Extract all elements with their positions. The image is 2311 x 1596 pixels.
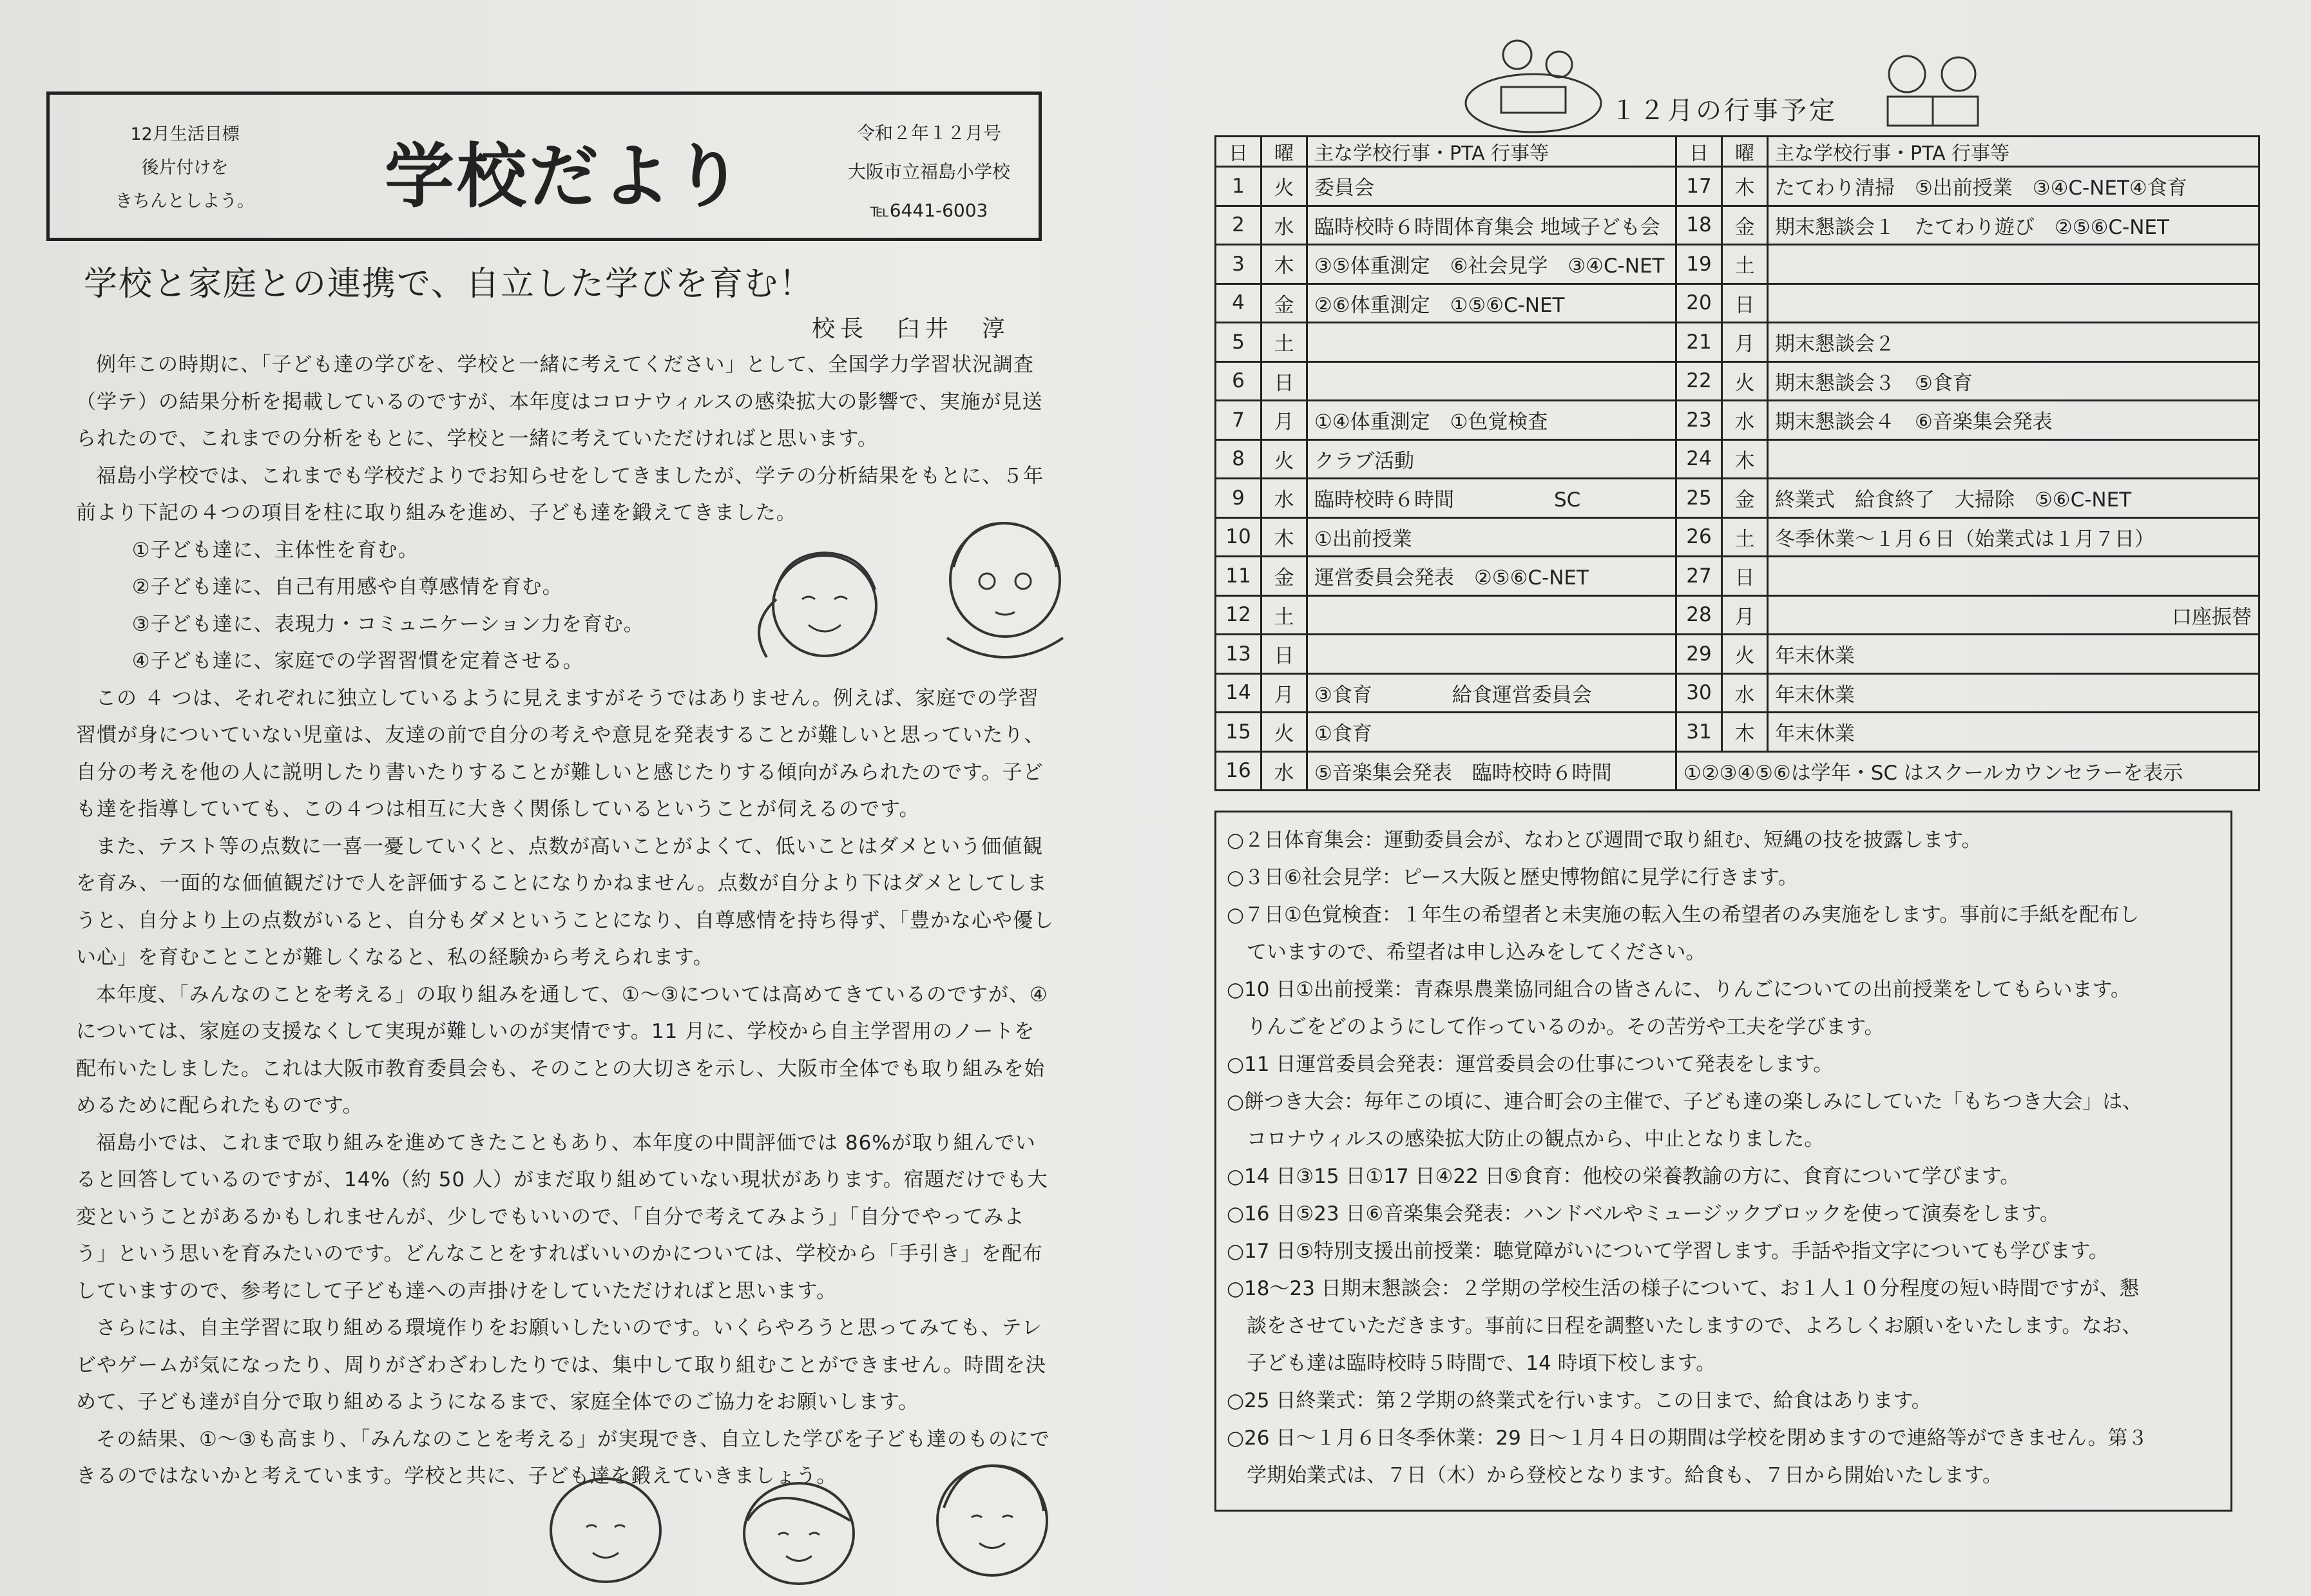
day-cell: 19 (1676, 245, 1722, 284)
day-cell: 2 (1216, 206, 1261, 245)
day-cell: 11 (1216, 557, 1261, 596)
table-row (1216, 439, 2259, 479)
weekday-cell: 月 (1261, 673, 1307, 713)
weekday-cell: 土 (1261, 323, 1307, 362)
schedule-legend: ①②③④⑤⑥は学年・SC はスクールカウンセラーを表示 (1676, 751, 2259, 791)
column-header: 曜 (1261, 137, 1307, 167)
column-header: 主な学校行事・PTA 行事等 (1768, 137, 2259, 167)
event-cell (1307, 595, 1676, 635)
weekday-cell: 土 (1261, 595, 1307, 635)
table-row (1216, 635, 2259, 674)
table-row (1216, 595, 2259, 635)
note-line: ○17 日⑤特別支援出前授業：聴覚障がいについて学習します。手話や指文字についても学びます。 (1227, 1240, 2109, 1263)
event-cell (1768, 245, 2259, 284)
event-cell: ⑤音楽集会発表 臨時校時６時間 (1307, 751, 1676, 791)
masthead (46, 91, 1042, 241)
child-face-illustration (928, 1456, 1057, 1585)
paragraph: その結果、①～③も高まり、「みんなのことを考える」が実現でき、自立した学びを子ども達のものにできるのではないかと考えています。学校と共に、子ども達を鍛えていきましょう。 (76, 1427, 1050, 1488)
day-cell: 15 (1216, 713, 1261, 752)
note-line: ○11 日運営委員会発表：運営委員会の仕事について発表をします。 (1227, 1053, 1834, 1076)
event-cell: クラブ活動 (1307, 439, 1676, 479)
list-item: ②子ども達に、自己有用感や自尊感情を育む。 (131, 575, 563, 599)
note-line: コロナウィルスの感染拡大防止の観点から、中止となりました。 (1227, 1128, 1825, 1151)
schedule-title: １２月の行事予定 (1611, 96, 1837, 126)
weekday-cell: 水 (1722, 401, 1768, 440)
note-line: ○18～23 日期末懇談会：２学期の学校生活の様子について、お１人１０分程度の短い時間ですが、懇 (1227, 1277, 2140, 1300)
weekday-cell: 木 (1722, 439, 1768, 479)
paragraph: また、テスト等の点数に一喜一憂していくと、点数が高いことがよくて、低いことはダメという価値観を育み、一面的な価値観だけで人を評価することになりかねません。点数が自分より下はダメとしてしまうと、自分より上の点数がいると、自分もダメということになり、自尊感情を持ち得ず、「豊かな心や優しい心」を育むことことが難しくなると、私の経験から考えられます。 (76, 834, 1055, 969)
table-row (1216, 557, 2259, 596)
table-row (1216, 401, 2259, 440)
day-cell: 14 (1216, 673, 1261, 713)
event-cell: 期末懇談会１ たてわり遊び ②⑤⑥C-NET (1768, 206, 2259, 245)
event-cell: 年末休業 (1768, 713, 2259, 752)
table-row (1216, 361, 2259, 401)
note-line: 談をさせていただきます。事前に日程を調整いたしますので、よろしくお願いをいたします。なお、 (1227, 1314, 2142, 1338)
note-line: ○25 日終業式：第２学期の終業式を行います。この日まで、給食はあります。 (1227, 1389, 1932, 1412)
teacher-student-illustration (1462, 26, 1604, 135)
table-row (1216, 713, 2259, 752)
day-cell: 6 (1216, 361, 1261, 401)
day-cell: 20 (1676, 284, 1722, 323)
table-row (1216, 245, 2259, 284)
day-cell: 23 (1676, 401, 1722, 440)
weekday-cell: 火 (1722, 635, 1768, 674)
event-cell: 年末休業 (1768, 635, 2259, 674)
event-cell: 年末休業 (1768, 673, 2259, 713)
table-row (1216, 479, 2259, 518)
event-notes (1214, 811, 2232, 1512)
school-name: 大阪市立福島小学校 (847, 161, 1010, 182)
table-row (1216, 673, 2259, 713)
event-cell: 臨時校時６時間体育集会 地域子ども会 (1307, 206, 1676, 245)
table-row (1216, 517, 2259, 557)
weekday-cell: 火 (1261, 439, 1307, 479)
weekday-cell: 月 (1261, 401, 1307, 440)
event-cell: ③⑤体重測定 ⑥社会見学 ③④C-NET (1307, 245, 1676, 284)
weekday-cell: 日 (1722, 284, 1768, 323)
event-cell (1768, 284, 2259, 323)
weekday-cell: 金 (1261, 284, 1307, 323)
weekday-cell: 木 (1722, 167, 1768, 206)
girl-illustration (741, 528, 902, 677)
event-schedule-table (1214, 135, 2260, 791)
event-cell: 口座振替 (1768, 595, 2259, 635)
event-cell (1307, 361, 1676, 401)
goal-line: 後片付けを (141, 158, 229, 178)
note-line: ○14 日③15 日①17 日④22 日⑤食育：他校の栄養教諭の方に、食育について学びます。 (1227, 1165, 2020, 1188)
note-line: ○10 日①出前授業：青森県農業協同組合の皆さんに、りんごについての出前授業をしてもらいます。 (1227, 978, 2131, 1001)
event-cell (1768, 439, 2259, 479)
weekday-cell: 水 (1722, 673, 1768, 713)
day-cell: 12 (1216, 595, 1261, 635)
table-row (1216, 751, 2259, 791)
note-line: ○３日⑥社会見学：ピース大阪と歴史博物館に見学に行きます。 (1227, 866, 1798, 889)
article-headline: 学校と家庭との連携で、自立した学びを育む！ (84, 265, 814, 303)
table-header-row (1216, 137, 2259, 167)
day-cell: 9 (1216, 479, 1261, 518)
weekday-cell: 月 (1722, 323, 1768, 362)
weekday-cell: 水 (1261, 751, 1307, 791)
column-header: 日 (1216, 137, 1261, 167)
event-cell (1307, 323, 1676, 362)
day-cell: 5 (1216, 323, 1261, 362)
child-face-illustration (541, 1469, 670, 1591)
article-author: 校長 臼井 淳 (812, 316, 1011, 342)
weekday-cell: 水 (1261, 479, 1307, 518)
boy-illustration (928, 509, 1082, 677)
day-cell: 26 (1676, 517, 1722, 557)
table-row (1216, 284, 2259, 323)
paragraph: 福島小では、これまで取り組みを進めてきたこともあり、本年度の中間評価では 86%が取り組んでいると回答しているのですが、14%（約 50 人）がまだ取り組めていない現状があります。宿題だけでも大変ということがあるかもしれませんが、少しでもいいので、「自分で考えてみよう」「自分でやってみよう」という思いを育みたいのです。どんなことをすればいいのかについては、学校から「手引き」を配布していますので、参考にして子ども達への声掛けをしていただければと思います。 (76, 1131, 1048, 1303)
weekday-cell: 日 (1261, 635, 1307, 674)
event-cell: 期末懇談会２ (1768, 323, 2259, 362)
day-cell: 31 (1676, 713, 1722, 752)
day-cell: 21 (1676, 323, 1722, 362)
event-cell: ①食育 (1307, 713, 1676, 752)
day-cell: 22 (1676, 361, 1722, 401)
note-line: ○７日①色覚検査：１年生の希望者と未実施の転入生の希望者のみ実施をします。事前に手紙を配布し (1227, 903, 2140, 927)
event-cell: ③食育 給食運営委員会 (1307, 673, 1676, 713)
event-cell: 冬季休業～１月６日（始業式は１月７日） (1768, 517, 2259, 557)
table-row (1216, 323, 2259, 362)
note-line: ○26 日～１月６日冬季休業：29 日～１月４日の期間は学校を閉めますので連絡等ができません。第３ (1227, 1427, 2148, 1450)
day-cell: 27 (1676, 557, 1722, 596)
day-cell: 30 (1676, 673, 1722, 713)
publication-info (823, 114, 1035, 230)
note-line: りんごをどのようにして作っているのか。その苦労や工夫を学びます。 (1227, 1015, 1884, 1039)
weekday-cell: 木 (1261, 517, 1307, 557)
note-line: ○２日体育集会：運動委員会が、なわとび週間で取り組む、短縄の技を披露します。 (1227, 829, 1982, 852)
paragraph: 福島小学校では、これまでも学校だよりでお知らせをしてきましたが、学テの分析結果をもとに、５年前より下記の４つの項目を柱に取り組みを進め、子ども達を鍛えてきました。 (76, 464, 1044, 524)
column-header: 曜 (1722, 137, 1768, 167)
event-cell: ②⑥体重測定 ①⑤⑥C-NET (1307, 284, 1676, 323)
event-cell (1768, 557, 2259, 596)
paragraph: 例年この時期に、「子ども達の学びを、学校と一緒に考えてください」として、全国学力学習状況調査（学テ）の結果分析を掲載しているのですが、本年度はコロナウィルスの感染拡大の影響で、実施が見送られたので、これまでの分析をもとに、学校と一緒に考えていただければと思います。 (76, 353, 1043, 450)
paragraph: この ４ つは、それぞれに独立しているように見えますがそうではありません。例えば、家庭での学習習慣が身についていない児童は、友達の前で自分の考えや意見を発表することが難しいと思っていたり、自分の考えを他の人に説明したり書いたりすることが難しいと感じたりする傾向がみられたのです。子ども達を指導していても、この４つは相互に大きく関係しているということが伺えるのです。 (76, 686, 1045, 821)
paragraph: 本年度、「みんなのことを考える」の取り組みを通して、①～③については高めてきているのですが、④については、家庭の支援なくして実現が難しいのが実情です。11 月に、学校から自主学習用のノートを配布いたしました。これは大阪市教育委員会も、そのことの大切さを示し、大阪市全体でも取り組みを始めるために配られたものです。 (76, 983, 1048, 1117)
weekday-cell: 金 (1722, 206, 1768, 245)
list-item: ③子ども達に、表現力・コミュニケーション力を育む。 (131, 612, 644, 636)
goal-line: 12月生活目標 (130, 124, 240, 144)
paragraph: さらには、自主学習に取り組める環境作りをお願いしたいのです。いくらやろうと思ってみても、テレビやゲームが気になったり、周りがざわざわしたりでは、集中して取り組むことができません。時間を決めて、子ども達が自分で取り組めるようになるまで、家庭全体でのご協力をお願いします。 (76, 1316, 1046, 1414)
life-goal (88, 118, 282, 218)
weekday-cell: 土 (1722, 245, 1768, 284)
day-cell: 25 (1676, 479, 1722, 518)
weekday-cell: 水 (1261, 206, 1307, 245)
note-line: 学期始業式は、７日（木）から登校となります。給食も、７日から開始いたします。 (1227, 1464, 2003, 1487)
article-body (76, 347, 1055, 1495)
weekday-cell: 日 (1722, 557, 1768, 596)
child-face-illustration (734, 1476, 863, 1591)
weekday-cell: 金 (1722, 479, 1768, 518)
event-cell: ①④体重測定 ①色覚検査 (1307, 401, 1676, 440)
newsletter-title: 学校だより (385, 137, 746, 217)
table-row (1216, 206, 2259, 245)
reading-children-illustration (1868, 48, 1997, 132)
note-line: ○16 日⑤23 日⑥音楽集会発表：ハンドベルやミュージックブロックを使って演奏をします。 (1227, 1202, 2060, 1226)
day-cell: 7 (1216, 401, 1261, 440)
event-cell: 臨時校時６時間 SC (1307, 479, 1676, 518)
event-cell: 運営委員会発表 ②⑤⑥C-NET (1307, 557, 1676, 596)
event-cell: たてわり清掃 ⑤出前授業 ③④C-NET④食育 (1768, 167, 2259, 206)
weekday-cell: 木 (1261, 245, 1307, 284)
day-cell: 4 (1216, 284, 1261, 323)
day-cell: 28 (1676, 595, 1722, 635)
event-cell (1307, 635, 1676, 674)
note-line: ていますので、希望者は申し込みをしてください。 (1227, 941, 1706, 964)
weekday-cell: 火 (1722, 361, 1768, 401)
column-header: 主な学校行事・PTA 行事等 (1307, 137, 1676, 167)
weekday-cell: 火 (1261, 167, 1307, 206)
event-cell: 期末懇談会４ ⑥音楽集会発表 (1768, 401, 2259, 440)
weekday-cell: 金 (1261, 557, 1307, 596)
day-cell: 3 (1216, 245, 1261, 284)
phone-number: ℡6441-6003 (870, 200, 988, 221)
day-cell: 13 (1216, 635, 1261, 674)
table-row (1216, 167, 2259, 206)
day-cell: 8 (1216, 439, 1261, 479)
day-cell: 10 (1216, 517, 1261, 557)
weekday-cell: 木 (1722, 713, 1768, 752)
column-header: 日 (1676, 137, 1722, 167)
weekday-cell: 月 (1722, 595, 1768, 635)
event-cell: 委員会 (1307, 167, 1676, 206)
weekday-cell: 火 (1261, 713, 1307, 752)
day-cell: 29 (1676, 635, 1722, 674)
note-line: 子ども達は臨時校時５時間で、14 時頃下校します。 (1227, 1352, 1716, 1375)
event-cell: 終業式 給食終了 大掃除 ⑤⑥C-NET (1768, 479, 2259, 518)
list-item: ④子ども達に、家庭での学習習慣を定着させる。 (131, 649, 584, 673)
day-cell: 16 (1216, 751, 1261, 791)
day-cell: 18 (1676, 206, 1722, 245)
issue-date: 令和２年１２月号 (856, 122, 1001, 144)
weekday-cell: 土 (1722, 517, 1768, 557)
day-cell: 17 (1676, 167, 1722, 206)
event-cell: ①出前授業 (1307, 517, 1676, 557)
day-cell: 24 (1676, 439, 1722, 479)
goal-line: きちんとしよう。 (115, 191, 254, 211)
event-cell: 期末懇談会３ ⑤食育 (1768, 361, 2259, 401)
day-cell: 1 (1216, 167, 1261, 206)
weekday-cell: 日 (1261, 361, 1307, 401)
list-item: ①子ども達に、主体性を育む。 (131, 538, 419, 562)
note-line: ○餅つき大会：毎年この頃に、連合町会の主催で、子ども達の楽しみにしていた「もちつき大会」は、 (1227, 1090, 2143, 1113)
